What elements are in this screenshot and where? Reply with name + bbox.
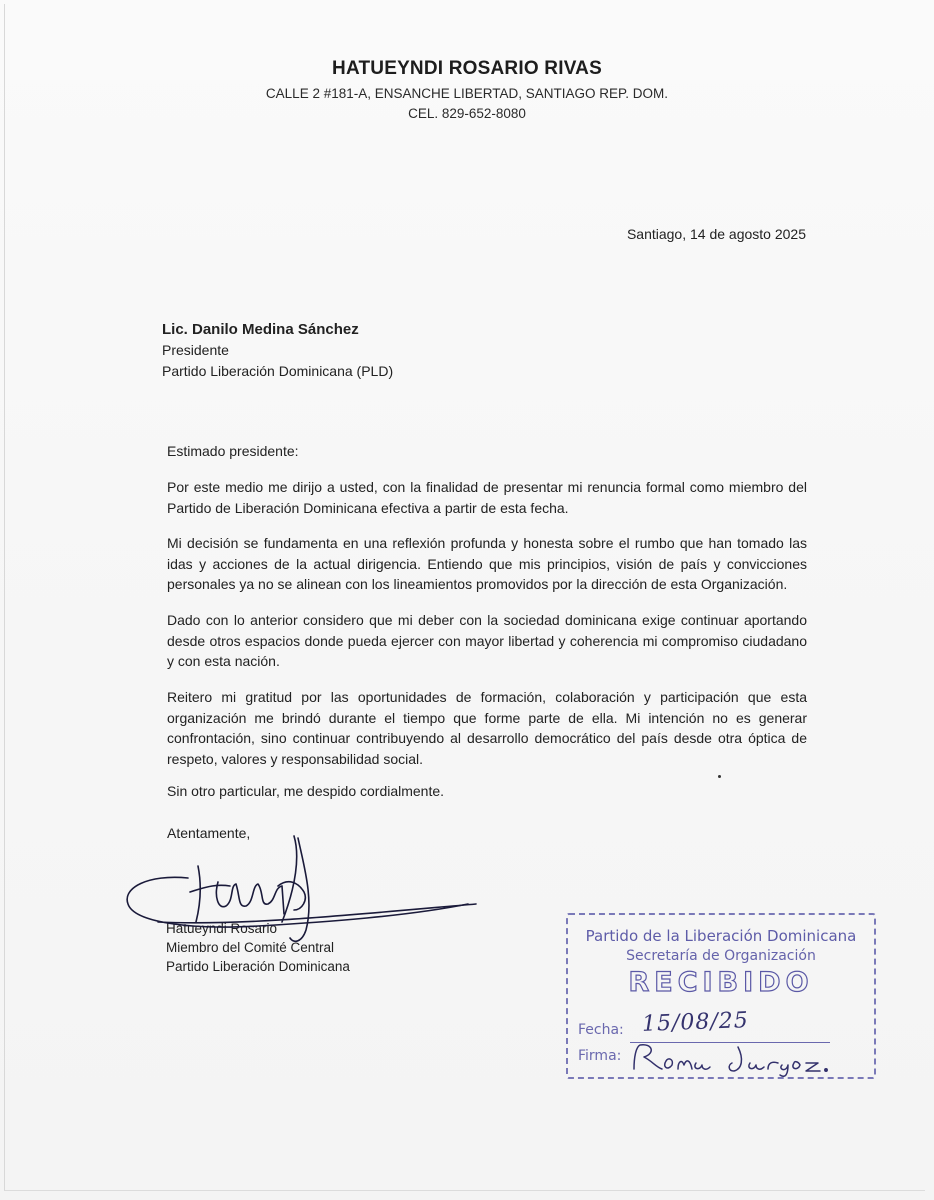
letter-date: Santiago, 14 de agosto 2025 bbox=[626, 226, 806, 242]
handwritten-signature bbox=[118, 826, 498, 956]
stamp-fecha-label: Fecha: bbox=[578, 1022, 624, 1038]
stamp-department: Secretaría de Organización bbox=[626, 948, 816, 964]
ink-speck bbox=[718, 775, 721, 778]
letterhead-phone: CEL. 829-652-8080 bbox=[408, 106, 526, 121]
stamp-handwritten-signature bbox=[622, 1039, 872, 1077]
signatory-role: Miembro del Comité Central bbox=[166, 940, 335, 955]
stamp-party-name: Partido de la Liberación Dominicana bbox=[585, 927, 857, 945]
stamp-fecha-value: 15/08/25 bbox=[641, 1008, 750, 1037]
valediction: Atentamente, bbox=[167, 825, 251, 841]
salutation: Estimado presidente: bbox=[167, 443, 299, 459]
letterhead-address: CALLE 2 #181-A, ENSANCHE LIBERTAD, SANTIAGO REP. DOM. bbox=[265, 86, 669, 101]
closing-line: Sin otro particular, me despido cordialmente. bbox=[167, 783, 445, 799]
received-stamp bbox=[566, 913, 876, 1079]
recipient-organization: Partido Liberación Dominicana (PLD) bbox=[162, 363, 394, 379]
paragraph-4: Reitero mi gratitud por las oportunidades de formación, colaboración y participación que esta organización me brindó durante el tiempo que forme parte de ella. Mi intención no es generar confrontación, sino continuar contribuyendo al desarrollo democrático del país desde otra óptica de respeto, valores y responsabilidad social. bbox=[167, 689, 807, 767]
paragraph-1: Por este medio me dirijo a usted, con la finalidad de presentar mi renuncia formal como miembro del Partido de Liberación Dominicana efectiva a partir de esta fecha. bbox=[167, 479, 807, 516]
recipient-block bbox=[162, 319, 393, 382]
paragraph-3: Dado con lo anterior considero que mi deber con la sociedad dominicana exige continuar aportando desde otros espacios donde pueda ejercer con mayor libertad y coherencia mi compromiso ciudadano y con esta nación. bbox=[167, 612, 807, 669]
recipient-title: Presidente bbox=[162, 342, 229, 358]
signatory-name: Hatueyndi Rosario bbox=[166, 921, 278, 936]
stamp-status: RECIBIDO bbox=[628, 967, 814, 998]
recipient-name: Lic. Danilo Medina Sánchez bbox=[162, 321, 359, 338]
signatory-organization: Partido Liberación Dominicana bbox=[166, 959, 350, 974]
letterhead-name: HATUEYNDI ROSARIO RIVAS bbox=[332, 58, 602, 79]
stamp-firma-label: Firma: bbox=[578, 1048, 622, 1064]
paragraph-2: Mi decisión se fundamenta en una reflexión profunda y honesta sobre el rumbo que han tomado las idas y acciones de la actual dirigencia. Entiendo que mis principios, visión de país y convicciones personales ya no se alinean con los lineamientos promovidos por la dirección de esta Organización. bbox=[167, 535, 807, 592]
